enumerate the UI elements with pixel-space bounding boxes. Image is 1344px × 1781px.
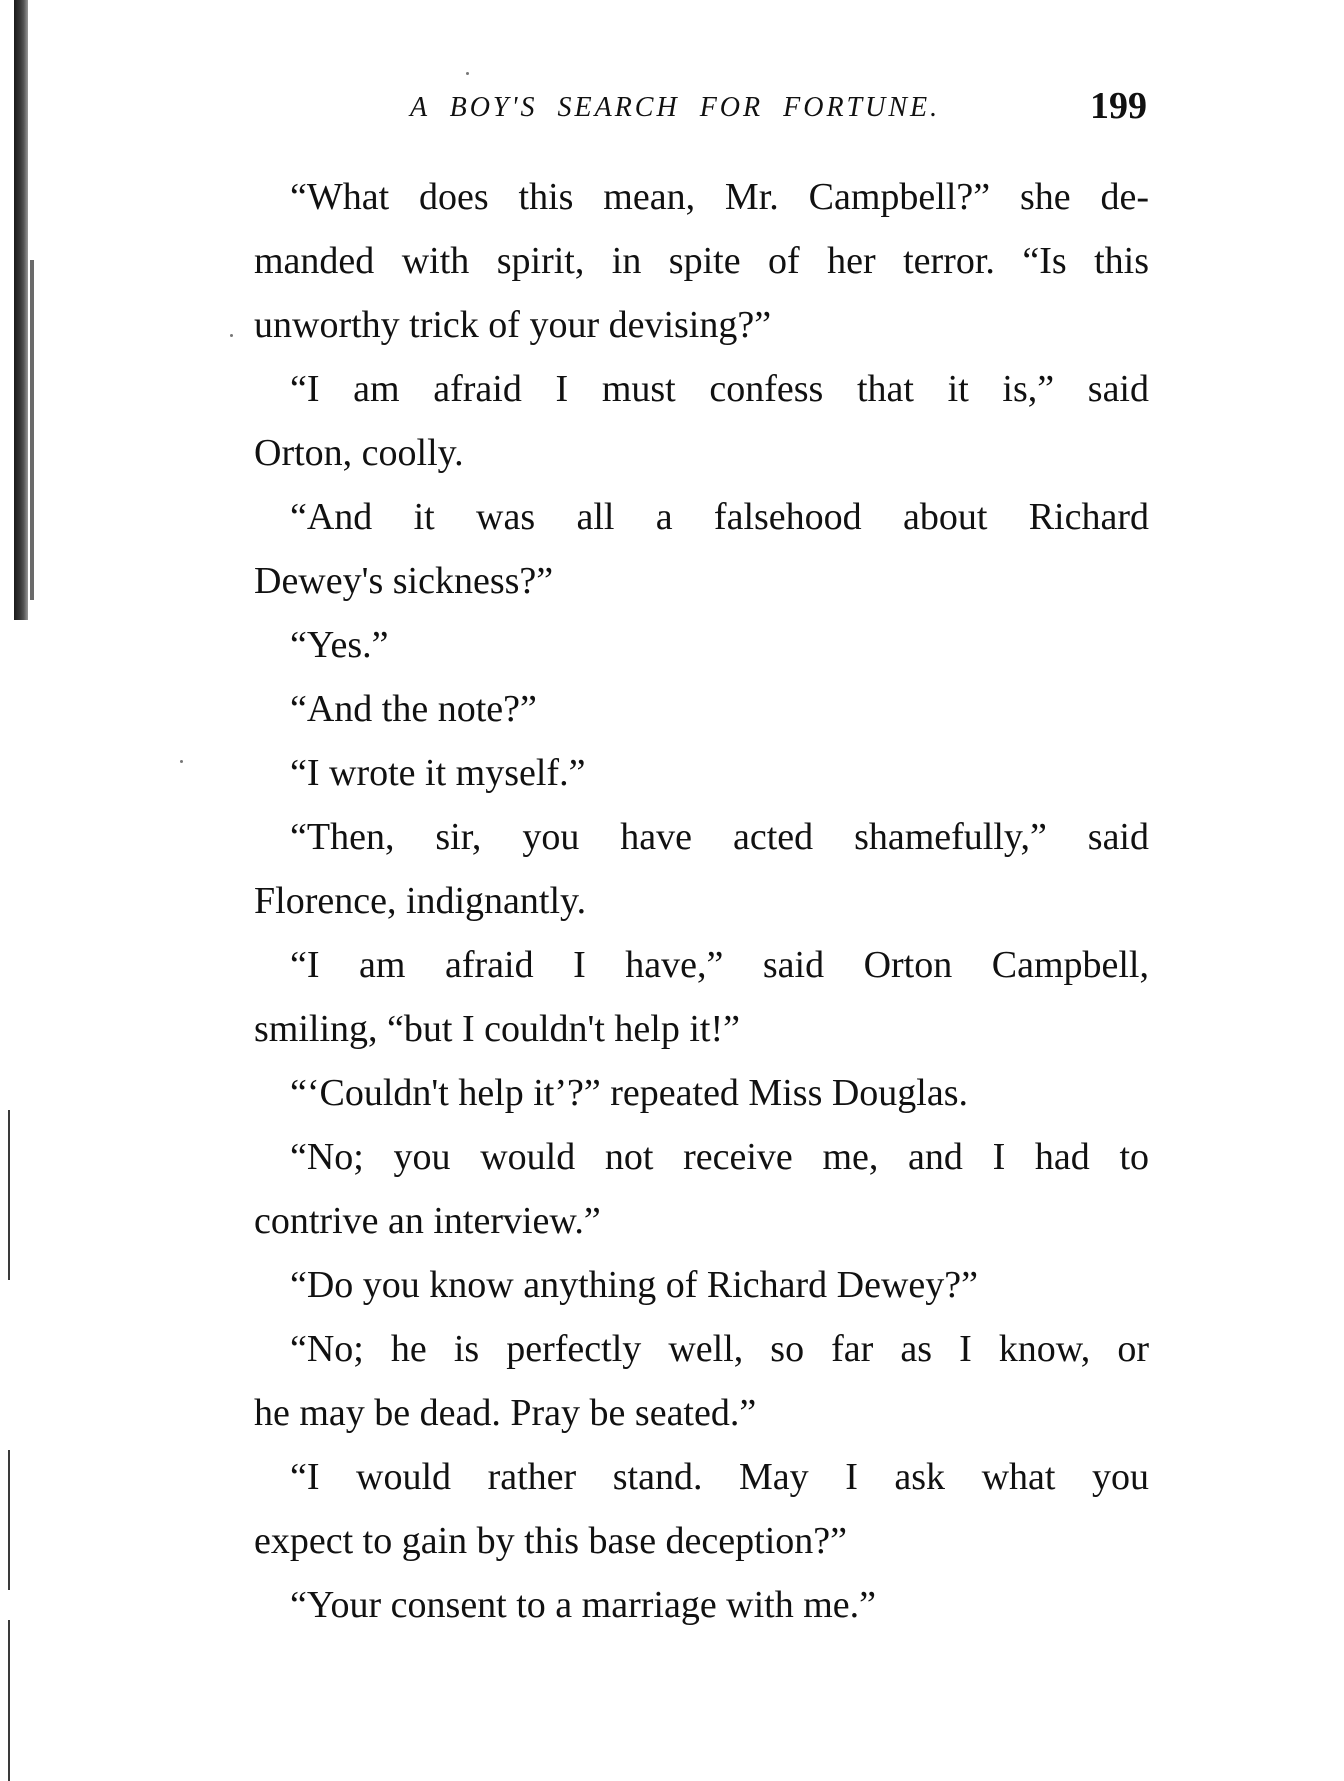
text-line: manded with spirit, in spite of her terror. “Is this	[254, 240, 1149, 282]
scan-speck	[466, 72, 469, 75]
text-line: “I am afraid I have,” said Orton Campbell,	[290, 944, 1149, 986]
scan-margin-line	[8, 1110, 10, 1280]
text-line: “Do you know anything of Richard Dewey?”	[290, 1264, 979, 1306]
running-head: A BOY'S SEARCH FOR FORTUNE.	[410, 92, 941, 123]
text-line: “No; you would not receive me, and I had to	[290, 1136, 1149, 1178]
scan-speck	[230, 334, 233, 337]
text-line: “I wrote it myself.”	[290, 752, 586, 794]
scan-speck	[180, 760, 183, 763]
text-line: “Then, sir, you have acted shamefully,” said	[290, 816, 1149, 858]
text-line: unworthy trick of your devising?”	[254, 304, 772, 346]
text-line: “No; he is perfectly well, so far as I know, or	[290, 1328, 1149, 1370]
text-line: “‘Couldn't help it’?” repeated Miss Douglas.	[290, 1072, 969, 1114]
text-line: “Yes.”	[290, 624, 389, 666]
text-line: contrive an interview.”	[254, 1200, 601, 1242]
text-line: “And it was all a falsehood about Richard	[290, 496, 1149, 538]
text-line: Florence, indignantly.	[254, 880, 587, 922]
text-line: “What does this mean, Mr. Campbell?” she de-	[290, 176, 1149, 218]
binding-edge-shadow	[14, 0, 28, 620]
text-line: Orton, coolly.	[254, 432, 464, 474]
text-line: “And the note?”	[290, 688, 537, 730]
text-line: Dewey's sickness?”	[254, 560, 554, 602]
text-line: expect to gain by this base deception?”	[254, 1520, 848, 1562]
scan-margin-line	[8, 1450, 10, 1590]
binding-edge-shadow-secondary	[30, 260, 34, 600]
text-line: he may be dead. Pray be seated.”	[254, 1392, 757, 1434]
text-line: smiling, “but I couldn't help it!”	[254, 1008, 740, 1050]
text-line: “I am afraid I must confess that it is,” said	[290, 368, 1149, 410]
text-line: “Your consent to a marriage with me.”	[290, 1584, 877, 1626]
text-line: “I would rather stand. May I ask what you	[290, 1456, 1149, 1498]
scan-margin-line	[8, 1620, 10, 1781]
page-number: 199	[1090, 85, 1147, 127]
